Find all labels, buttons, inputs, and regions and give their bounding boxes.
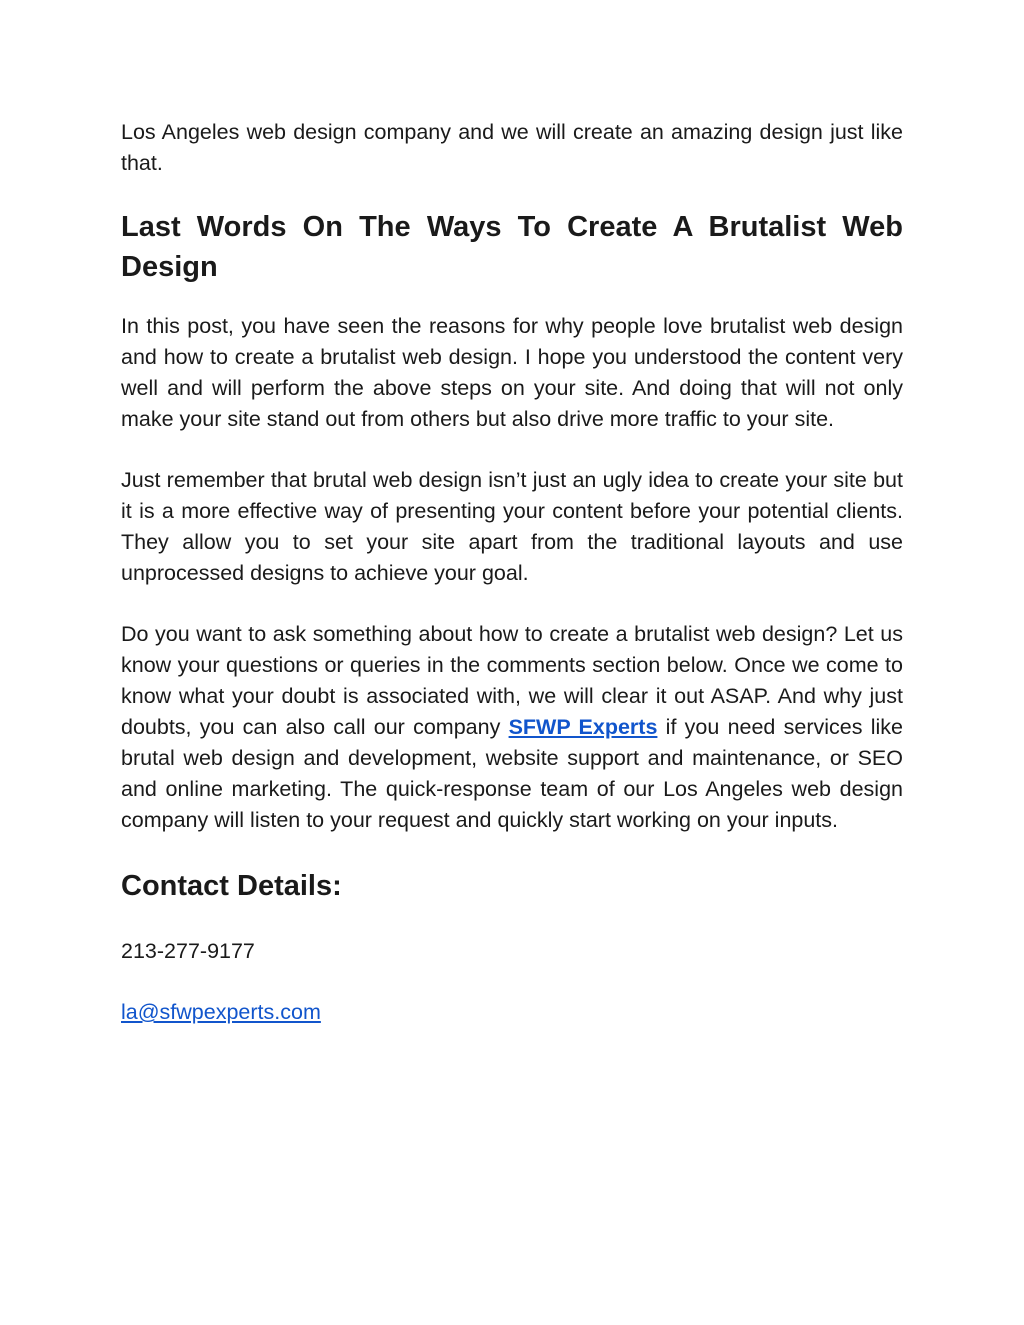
phone-number: 213-277-9177: [121, 939, 255, 963]
company-link[interactable]: SFWP Experts: [508, 715, 658, 739]
paragraph-brutal-design: Just remember that brutal web design isn’t just an ugly idea to create your site but it is a more effective way of presenting your content before your potential clients. They allow you to set your site apart from the traditional layouts and use unprocessed designs to achieve your goal.: [121, 468, 903, 585]
section-heading: Last Words On The Ways To Create A Brutalist Web Design: [121, 211, 903, 283]
intro-paragraph: Los Angeles web design company and we will create an amazing design just like that.: [121, 120, 903, 175]
email-line: [121, 997, 903, 1028]
paragraph-reasons: In this post, you have seen the reasons for why people love brutalist web design and how to create a brutalist web design. I hope you understood the content very well and will perform the above steps on your site. And doing that will not only make your site stand out from others but also drive more traffic to your site.: [121, 314, 903, 431]
paragraph-questions-text-after: if you need services like brutal web design and development, website support and maintenance, or SEO and online marketing. The quick-response team of our Los Angeles web design company will listen to your request and quickly start working on your inputs.: [121, 715, 903, 832]
contact-heading: Contact Details:: [121, 870, 342, 902]
document-page: [121, 117, 903, 1028]
paragraph-questions: [121, 619, 903, 836]
paragraph-questions-text-before: Do you want to ask something about how to create a brutalist web design? Let us know your questions or queries in the comments section below. Once we come to know what your doubt is associated with, we will clear it out ASAP. And why just doubts, you can also call our company: [121, 622, 903, 739]
email-link[interactable]: la@sfwpexperts.com: [121, 1000, 321, 1024]
